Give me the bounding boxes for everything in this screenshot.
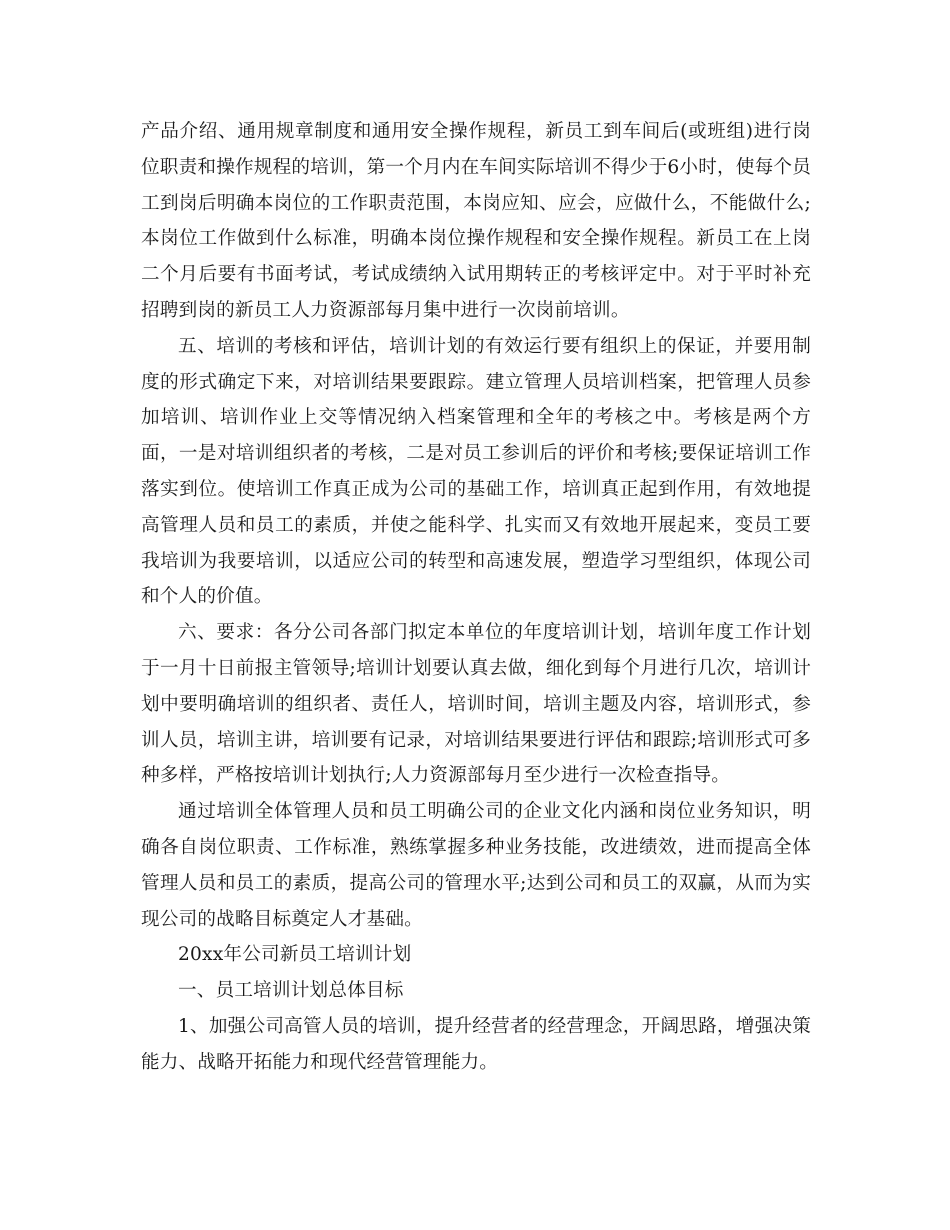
paragraph-goal-item-1: 1、加强公司高管人员的培训，提升经营者的经营理念，开阔思路，增强决策能力、战略开拓能力和现代经营管理能力。 (141, 1015, 811, 1073)
paragraph-section-5-assessment: 五、培训的考核和评估，培训计划的有效运行要有组织上的保证，并要用制度的形式确定下来，对培训结果要跟踪。建立管理人员培训档案，把管理人员参加培训、培训作业上交等情况纳入档案管理和全年的考核之中。考核是两个方面，一是对培训组织者的考核，二是对员工参训后的评价和考核;要保证培训工作落实到位。使培训工作真正成为公司的基础工作，培训真正起到作用，有效地提高管理人员和员工的素质，并使之能科学、扎实而又有效地开展起来，变员工要我培训为我要培训，以适应公司的转型和高速发展，塑造学习型组织，体现公司和个人的价值。 (141, 335, 811, 608)
heading-training-plan-title: 20xx年公司新员工培训计划 (178, 944, 412, 966)
paragraph-section-6-requirements: 六、要求：各分公司各部门拟定本单位的年度培训计划，培训年度工作计划于一月十日前报主管领导;培训计划要认真去做，细化到每个月进行几次，培训计划中要明确培训的组织者、责任人，培训时间，培训主题及内容，培训形式，参训人员，培训主讲，培训要有记录，对培训结果要进行评估和跟踪;培训形式可多种多样，严格按培训计划执行;人力资源部每月至少进行一次检查指导。 (141, 622, 811, 787)
heading-overall-goal: 一、员工培训计划总体目标 (178, 980, 404, 1002)
document-body (141, 114, 811, 1081)
paragraph-new-employee-post-training: 产品介绍、通用规章制度和通用安全操作规程，新员工到车间后(或班组)进行岗位职责和操作规程的培训，第一个月内在车间实际培训不得少于6小时，使每个员工到岗后明确本岗位的工作职责范围，本岗应知、应会，应做什么，不能做什么;本岗位工作做到什么标准，明确本岗位操作规程和安全操作规程。新员工在上岗二个月后要有书面考试，考试成绩纳入试用期转正的考核评定中。对于平时补充招聘到岗的新员工人力资源部每月集中进行一次岗前培训。 (141, 121, 811, 321)
paragraph-conclusion: 通过培训全体管理人员和员工明确公司的企业文化内涵和岗位业务知识，明确各自岗位职责、工作标准，熟练掌握多种业务技能，改进绩效，进而提高全体管理人员和员工的素质，提高公司的管理水平;达到公司和员工的双赢，从而为实现公司的战略目标奠定人才基础。 (141, 801, 811, 930)
